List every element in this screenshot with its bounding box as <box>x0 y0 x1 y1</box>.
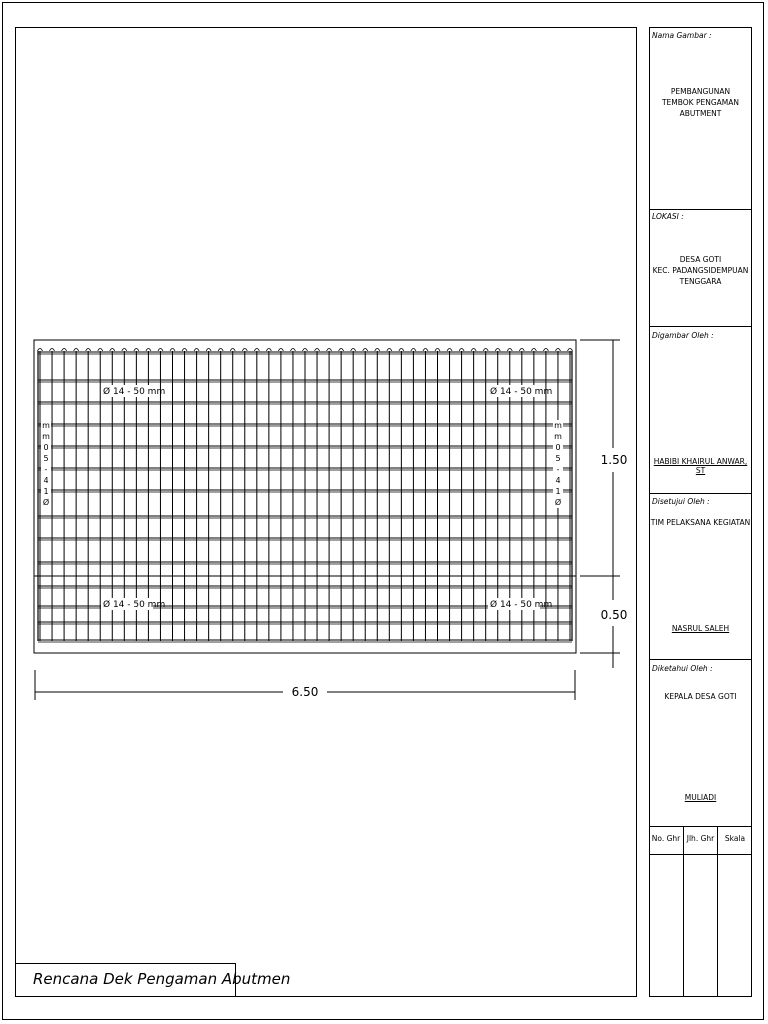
nama-gambar-line: TEMBOK PENGAMAN <box>661 98 740 107</box>
lokasi-line: KEC. PADANGSIDEMPUAN <box>652 266 749 275</box>
rebar-hook <box>266 349 271 352</box>
rebar-hook <box>38 349 43 352</box>
rebar-label-char: 0 <box>43 443 49 452</box>
rebar-label-char: 1 <box>555 487 561 496</box>
rebar-hook <box>519 349 524 352</box>
lokasi-line: DESA GOTI <box>679 255 722 264</box>
rebar-hook <box>218 349 223 352</box>
rebar-label-char: Ø <box>554 498 562 507</box>
rebar-hook <box>399 349 404 352</box>
diketahui-label: Diketahui Oleh : <box>652 664 713 673</box>
rebar-hook <box>507 349 512 352</box>
rebar-hook <box>206 349 211 352</box>
nama-gambar-label: Nama Gambar : <box>652 31 712 40</box>
rebar-label-char: m <box>554 421 562 430</box>
nama-gambar-line: PEMBANGUNAN <box>670 87 731 96</box>
dim-width-text: 6.50 <box>291 685 319 699</box>
rebar-hook <box>194 349 199 352</box>
rebar-hook <box>568 349 573 352</box>
rebar-hook <box>158 349 163 352</box>
rebar-hook <box>363 349 368 352</box>
rebar-hook <box>242 349 247 352</box>
rebar-hook <box>74 349 79 352</box>
rebar-hook <box>387 349 392 352</box>
rebar-label-char: 5 <box>43 454 49 463</box>
rebar-hook <box>182 349 187 352</box>
rebar-hook <box>339 349 344 352</box>
digambar-label: Digambar Oleh : <box>652 331 714 340</box>
dim-height-bottom-text: 0.50 <box>600 608 628 622</box>
rebar-hook <box>411 349 416 352</box>
rebar-label: Ø 14 - 50 mm <box>103 600 166 610</box>
rebar-label-char: 4 <box>43 476 49 485</box>
rebar-label-char: m <box>42 421 50 430</box>
rebar-label-char: 1 <box>43 487 49 496</box>
dim-height-top-text: 1.50 <box>600 453 628 467</box>
rebar-hook <box>50 349 55 352</box>
lokasi-label: LOKASI : <box>652 212 684 221</box>
disetujui-org: TIM PELAKSANA KEGIATAN <box>650 518 751 527</box>
rebar-hook <box>170 349 175 352</box>
rebar-hook <box>375 349 380 352</box>
jumlah-gambar-header: Jlh. Ghr <box>686 834 715 843</box>
rebar-hook <box>86 349 91 352</box>
rebar-hook <box>62 349 67 352</box>
rebar-hook <box>134 349 139 352</box>
disetujui-label: Disetujui Oleh : <box>652 497 710 506</box>
no-gambar-header: No. Ghr <box>651 834 681 843</box>
rebar-hook <box>110 349 115 352</box>
rebar-hook <box>230 349 235 352</box>
rebar-label-char: m <box>42 432 50 441</box>
rebar-hook <box>327 349 332 352</box>
rebar-hook <box>555 349 560 352</box>
rebar-hook <box>471 349 476 352</box>
rebar-hook <box>483 349 488 352</box>
rebar-hook <box>315 349 320 352</box>
rebar-hook <box>447 349 452 352</box>
rebar-label-char: 4 <box>555 476 561 485</box>
rebar-label-char: 0 <box>555 443 561 452</box>
rebar-hook <box>303 349 308 352</box>
diketahui-name-text: MULIADI <box>684 793 717 802</box>
rebar-hook <box>435 349 440 352</box>
rebar-label-char: - <box>44 465 48 474</box>
diketahui-org: KEPALA DESA GOTI <box>664 692 737 701</box>
rebar-hook <box>290 349 295 352</box>
rebar-label: Ø 14 - 50 mm <box>103 387 166 397</box>
rebar-label-char: Ø <box>42 498 50 507</box>
rebar-hook <box>459 349 464 352</box>
drawing-title: Rencana Dek Pengaman Abutmen <box>15 963 236 996</box>
nama-gambar-line: ABUTMENT <box>679 109 722 118</box>
rebar-hook <box>351 349 356 352</box>
disetujui-name-text: NASRUL SALEH <box>671 624 730 633</box>
rebar-hook <box>98 349 103 352</box>
rebar-hook <box>254 349 259 352</box>
rebar-hook <box>543 349 548 352</box>
rebar-hook <box>122 349 127 352</box>
rebar-label-char: - <box>556 465 560 474</box>
digambar-name-text: HABIBI KHAIRUL ANWAR, ST <box>653 457 748 475</box>
rebar-hook <box>423 349 428 352</box>
rebar-label-char: m <box>554 432 562 441</box>
rebar-hook <box>495 349 500 352</box>
rebar-hook <box>278 349 283 352</box>
rebar-label: Ø 14 - 50 mm <box>490 387 553 397</box>
rebar-hook <box>146 349 151 352</box>
skala-header: Skala <box>724 834 746 843</box>
rebar-label-char: 5 <box>555 454 561 463</box>
rebar-hook <box>531 349 536 352</box>
lokasi-line: TENGGARA <box>679 277 722 286</box>
rebar-label: Ø 14 - 50 mm <box>490 600 553 610</box>
